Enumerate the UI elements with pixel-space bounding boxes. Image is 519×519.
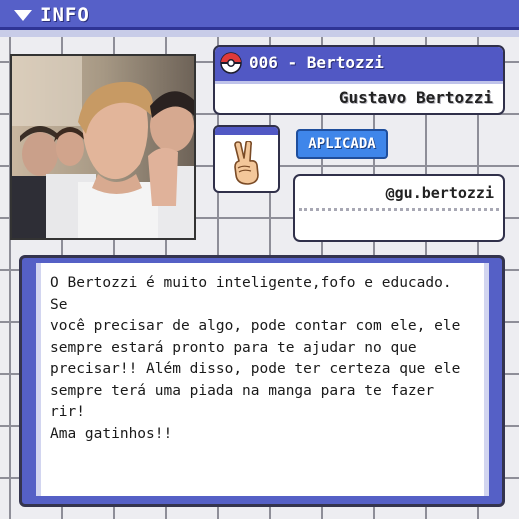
status-badge: APLICADA [296,129,388,159]
header-bar [0,0,519,30]
handle-card [293,174,505,242]
header-title: INFO [40,4,90,26]
name-card [213,45,505,115]
dotted-divider [299,208,499,211]
header-underline [0,30,519,37]
collapse-triangle-icon[interactable] [14,10,32,21]
pokeball-icon [220,52,242,74]
description-body [36,263,489,496]
victory-hand-icon [229,141,265,185]
gesture-band [215,127,278,135]
name-band [215,47,503,84]
social-handle[interactable]: @gu.bertozzi [385,184,494,202]
description-text: O Bertozzi é muito inteligente,fofo e educado. Se você precisar de algo, pode contar com ele, ele sempre estará pronto para te ajudar no que precisar!! Além disso, pode ter certeza que ele sempre terá uma piada na manga para te fazer rir! Ama gatinhos!! [50,275,461,442]
profile-photo [10,54,196,240]
profile-full-name: Gustavo Bertozzi [338,88,493,107]
profile-id-name: 006 - Bertozzi [249,53,384,72]
description-panel [19,255,505,507]
gesture-card [213,125,280,193]
